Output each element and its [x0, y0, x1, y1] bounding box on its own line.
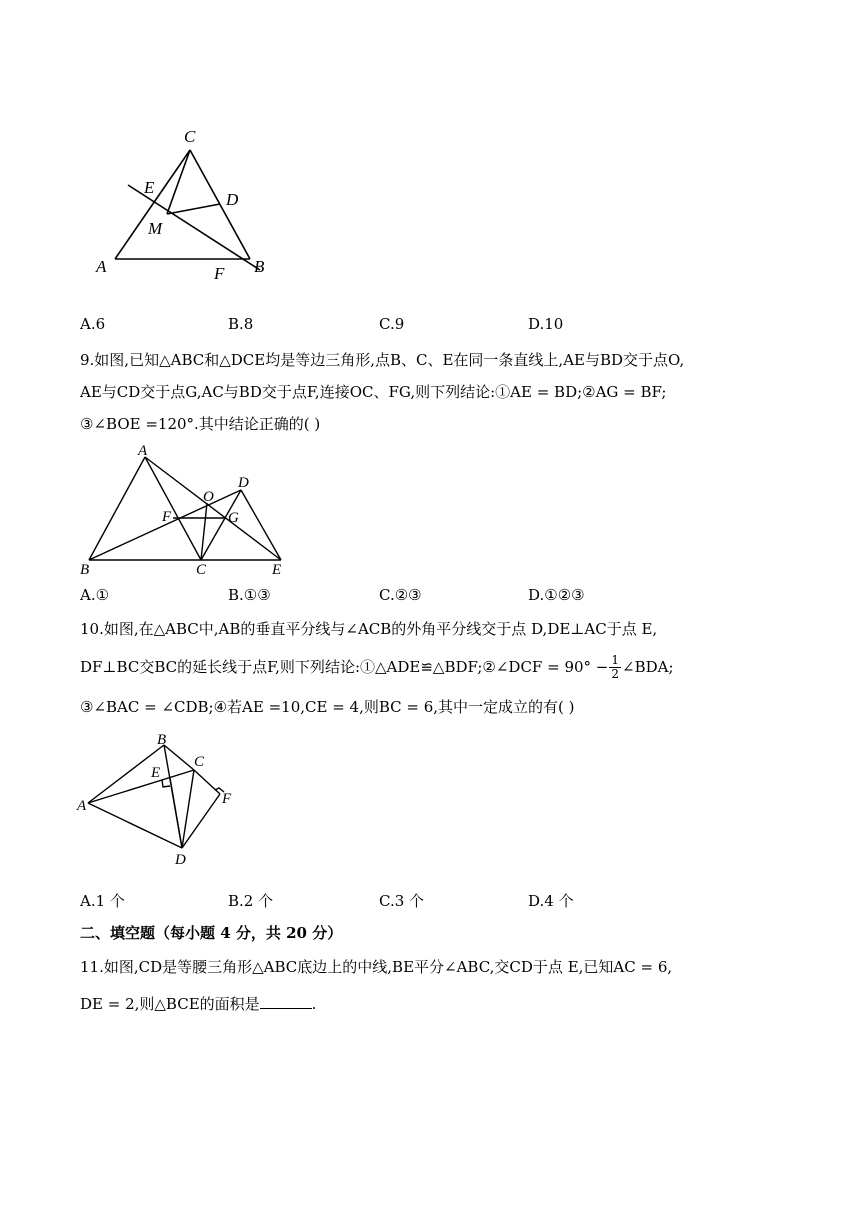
q9-figure: [76, 440, 296, 580]
q10-fraction: [609, 654, 621, 681]
q10-label-b: B: [157, 732, 167, 748]
q9-label-a: A: [138, 443, 148, 459]
q9-label-f: F: [162, 509, 172, 525]
q10-option-d: D.4 个: [528, 892, 574, 910]
q9-label-b: B: [80, 562, 90, 578]
q9-label-d: D: [238, 475, 249, 491]
q8-option-c: C.9: [379, 315, 405, 333]
q11-text-line2-b: .: [311, 995, 317, 1013]
section-title: 二、填空题（每小题 4 分，共 20 分）: [80, 924, 343, 942]
q9-option-c: C.②③: [379, 586, 422, 604]
q8-label-d: D: [226, 190, 239, 209]
q8-label-b: B: [254, 257, 265, 276]
q9-text-line3: ③∠BOE =120°.其中结论正确的( ): [80, 415, 321, 433]
q10-label-a: A: [77, 798, 87, 814]
q9-text-line1: 9.如图,已知△ABC和△DCE均是等边三角形,点B、C、E在同一条直线上,AE与BD交于点O,: [80, 351, 685, 369]
q11-text-line2: [80, 994, 316, 1014]
q10-label-c: C: [194, 754, 205, 770]
q9-text-line2: AE与CD交于点G,AC与BD交于点F,连接OC、FG,则下列结论:①AE = BD;②AG = BF;: [80, 383, 667, 401]
q10-figure: [74, 730, 254, 870]
q8-label-c: C: [184, 127, 196, 146]
q8-figure: [80, 120, 290, 290]
q8-label-f: F: [214, 264, 225, 283]
q9-label-e: E: [272, 562, 282, 578]
q10-option-c: C.3 个: [379, 892, 425, 910]
q8-option-a: A.6: [80, 315, 106, 333]
q9-label-c: C: [196, 562, 207, 578]
q8-option-b: B.8: [228, 315, 254, 333]
q8-label-m: M: [148, 219, 163, 238]
q9-label-g: G: [228, 510, 239, 526]
q9-label-o: O: [203, 489, 214, 505]
q9-option-a: A.①: [80, 586, 110, 604]
q8-label-a: A: [96, 257, 107, 276]
q10-label-e: E: [151, 765, 161, 781]
q10-text-line2-a: DF⊥BC交BC的延长线于点F,则下列结论:①△ADE≌△BDF;②∠DCF = 90° −: [80, 658, 609, 676]
q8-option-d: D.10: [528, 315, 564, 333]
q10-option-a: A.1 个: [80, 892, 125, 910]
q10-label-f: F: [222, 791, 232, 807]
q9-option-d: D.①②③: [528, 586, 585, 604]
q10-text-line2-b: ∠BDA;: [622, 658, 674, 676]
q11-text-line2-a: DE = 2,则△BCE的面积是: [80, 995, 260, 1013]
q10-fraction-num: 1: [611, 652, 620, 667]
q11-text-line1: 11.如图,CD是等腰三角形△ABC底边上的中线,BE平分∠ABC,交CD于点 E,已知AC = 6,: [80, 958, 673, 976]
q8-label-e: E: [144, 178, 155, 197]
q11-answer-blank[interactable]: [260, 994, 312, 1009]
q10-fraction-den: 2: [611, 666, 620, 681]
q10-text-line1: 10.如图,在△ABC中,AB的垂直平分线与∠ACB的外角平分线交于点 D,DE⊥AC于点 E,: [80, 620, 658, 638]
q10-text-line2: [80, 648, 674, 686]
q10-text-line3: ③∠BAC = ∠CDB;④若AE =10,CE = 4,则BC = 6,其中一定成立的有( ): [80, 698, 575, 716]
q9-option-b: B.①③: [228, 586, 271, 604]
q10-label-d: D: [175, 852, 186, 868]
q10-option-b: B.2 个: [228, 892, 274, 910]
